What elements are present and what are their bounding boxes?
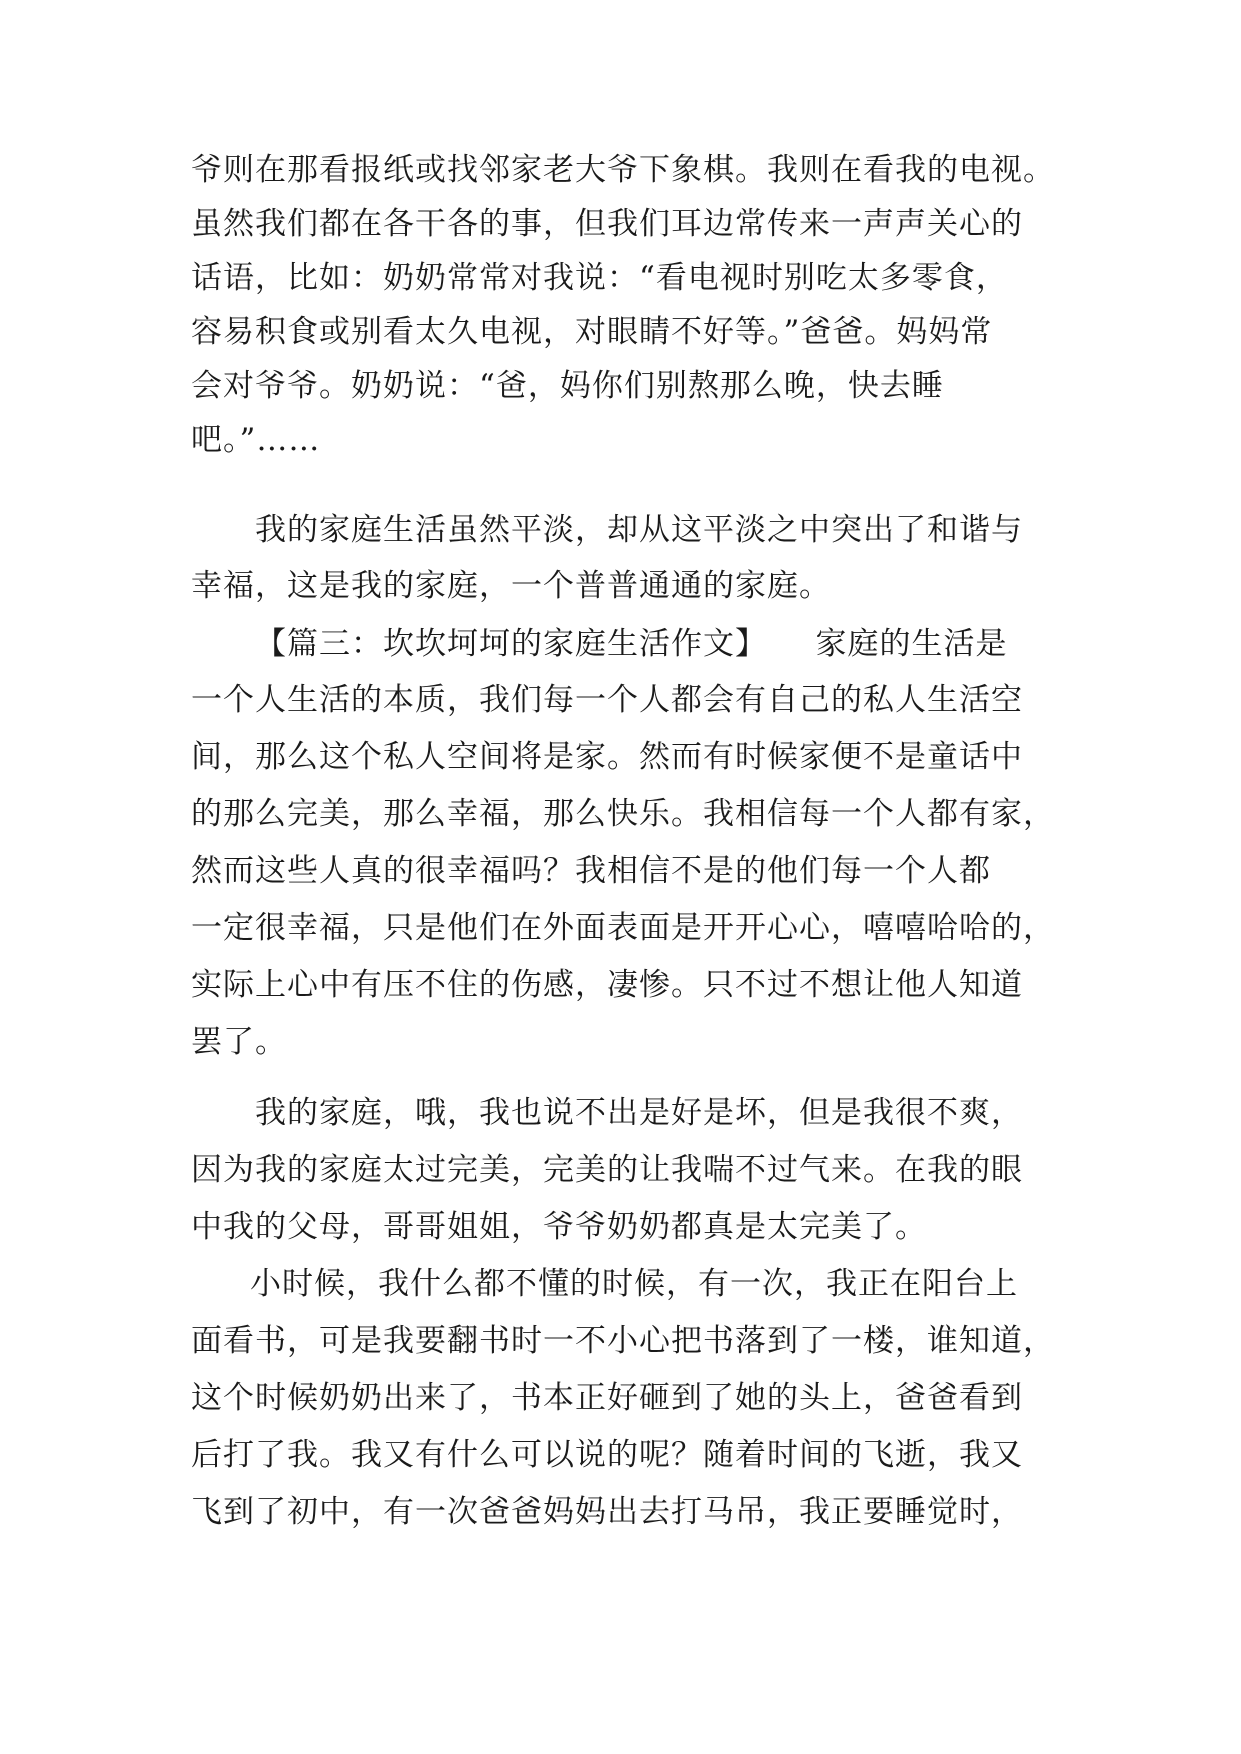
text-line-15: 实际上心中有压不住的伤感，凄惨。只不过不想让他人知道 [191, 967, 1023, 1003]
text-line-12: 的那么完美，那么幸福，那么快乐。我相信每一个人都有家， [191, 796, 1055, 832]
section-heading-line: 【篇三：坎坎坷坷的家庭生活作文】 家庭的生活是 [255, 626, 1008, 662]
paragraph-indent-line: 我的家庭生活虽然平淡，却从这平淡之中突出了和谐与 [255, 512, 1023, 548]
text-line-8: 幸福，这是我的家庭，一个普普通通的家庭。 [191, 568, 831, 604]
text-line-4: 容易积食或别看太久电视，对眼睛不好等。”爸爸。妈妈常 [191, 314, 993, 350]
paragraph-indent-line: 我的家庭，哦，我也说不出是好是坏，但是我很不爽， [255, 1095, 1023, 1131]
text-line-19: 中我的父母，哥哥姐姐，爷爷奶奶都真是太完美了。 [191, 1209, 927, 1245]
text-line-24: 飞到了初中，有一次爸爸妈妈出去打马吊，我正要睡觉时， [191, 1494, 1023, 1530]
paragraph-indent-line: 小时候，我什么都不懂的时候，有一次，我正在阳台上 [250, 1266, 1018, 1302]
text-line-23: 后打了我。我又有什么可以说的呢？随着时间的飞逝，我又 [191, 1437, 1023, 1473]
text-line-14: 一定很幸福，只是他们在外面表面是开开心心，嘻嘻哈哈的， [191, 910, 1055, 946]
text-line-3: 话语，比如：奶奶常常对我说：“看电视时别吃太多零食， [191, 260, 1008, 296]
text-line-10: 一个人生活的本质，我们每一个人都会有自己的私人生活空 [191, 682, 1023, 718]
text-line-5: 会对爷爷。奶奶说：“爸，妈你们别熬那么晚，快去睡 [191, 368, 944, 404]
text-line-6: 吧。”…… [191, 422, 321, 458]
text-line-22: 这个时候奶奶出来了，书本正好砸到了她的头上，爸爸看到 [191, 1380, 1023, 1416]
text-line-13: 然而这些人真的很幸福吗？我相信不是的他们每一个人都 [191, 853, 991, 889]
text-line-1: 爷则在那看报纸或找邻家老大爷下象棋。我则在看我的电视。 [191, 152, 1055, 188]
text-line-11: 间，那么这个私人空间将是家。然而有时候家便不是童话中 [191, 739, 1023, 775]
text-line-21: 面看书，可是我要翻书时一不小心把书落到了一楼，谁知道， [191, 1323, 1055, 1359]
text-line-2: 虽然我们都在各干各的事，但我们耳边常传来一声声关心的 [191, 206, 1023, 242]
text-line-18: 因为我的家庭太过完美，完美的让我喘不过气来。在我的眼 [191, 1152, 1023, 1188]
text-line-16: 罢了。 [191, 1024, 287, 1060]
